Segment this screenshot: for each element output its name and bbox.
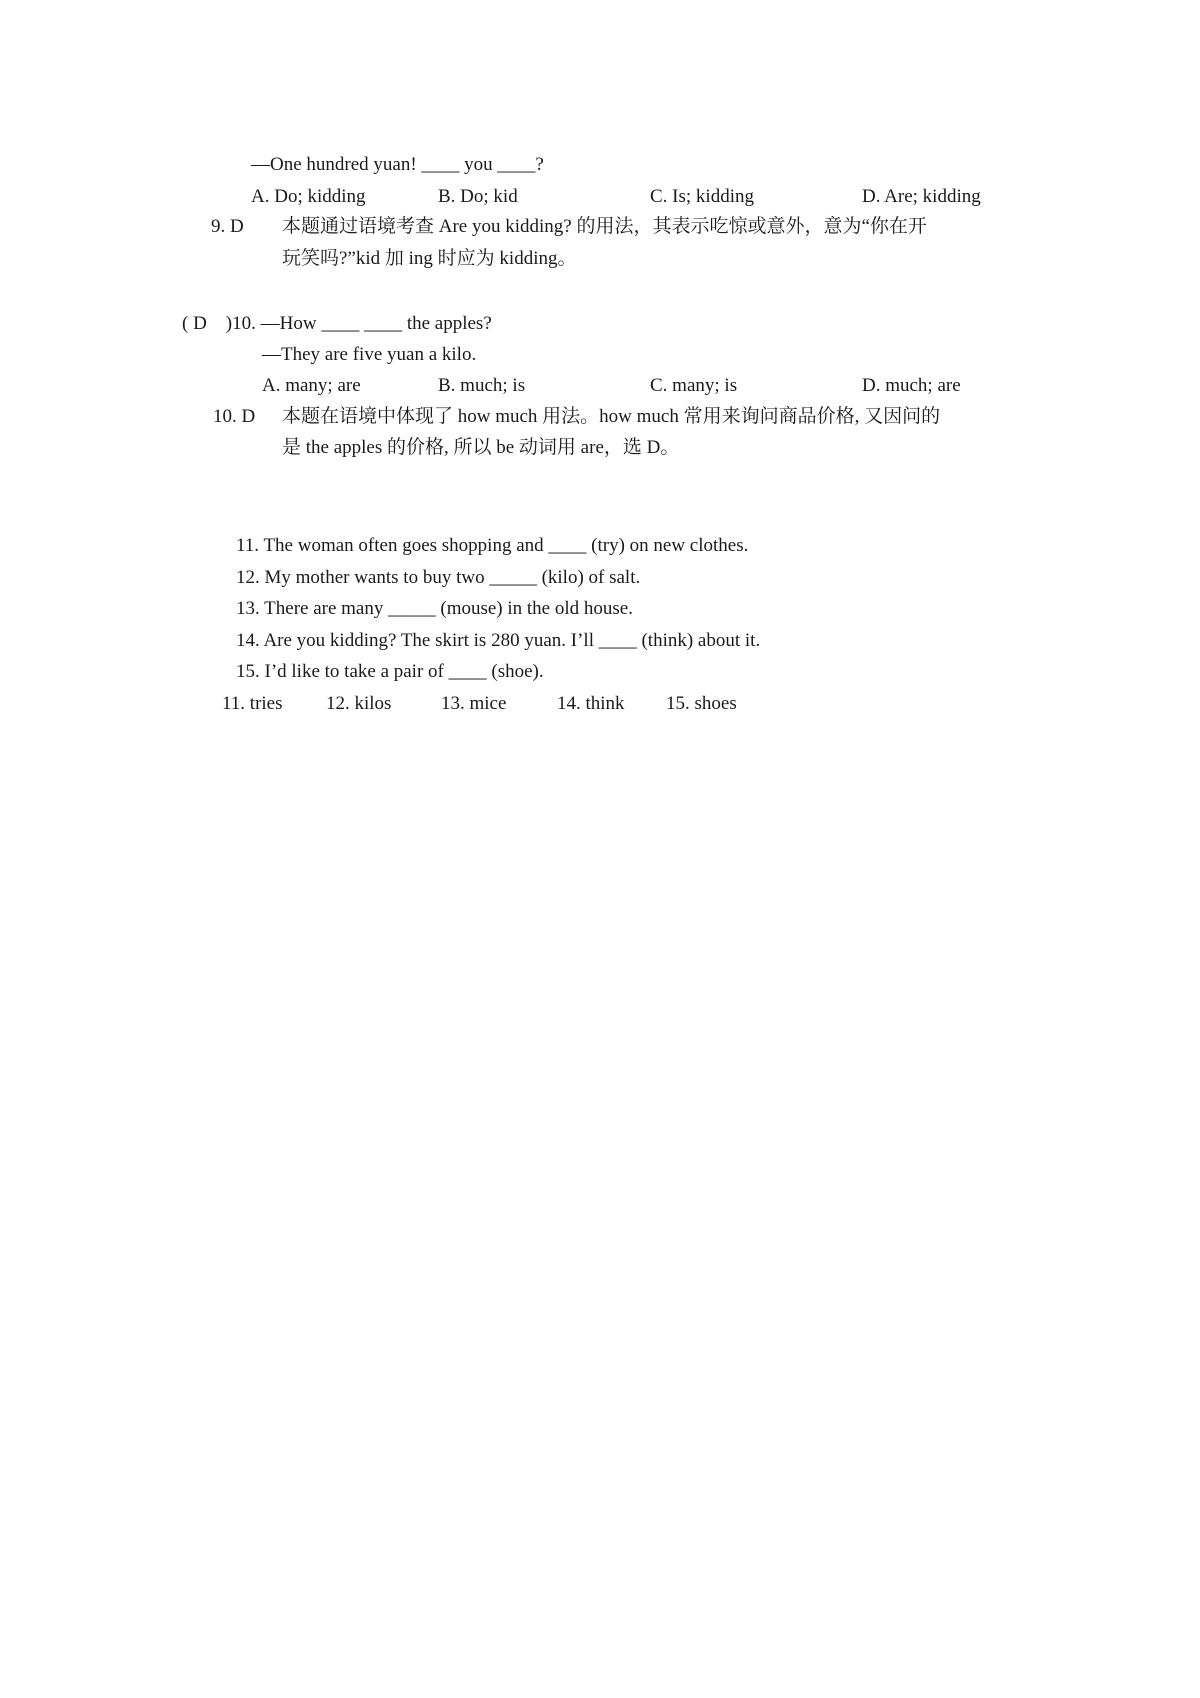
fill-in-answer-15: 15. shoes [666,693,737,714]
q10-option-b: B. much; is [438,375,526,396]
q10-option-c: C. many; is [650,375,738,396]
q9-explanation-line1: 本题通过语境考查 Are you kidding? 的用法，其表示吃惊或意外，意为“你在开 [282,216,927,237]
fill-in-answer-14: 14. think [557,693,625,714]
q10-explanation-line1: 本题在语境中体现了 how much 用法。how much 常用来询问商品价格, 又因问的 [282,406,941,427]
q9-option-a: A. Do; kidding [251,186,366,207]
q9-explanation-line2: 玩笑吗?”kid 加 ing 时应为 kidding。 [282,248,577,269]
q10-option-a: A. many; are [262,375,361,396]
fill-in-item-13: 13. There are many _____ (mouse) in the old house. [236,598,633,619]
q9-option-c: C. Is; kidding [650,186,754,207]
fill-in-item-15: 15. I’d like to take a pair of ____ (shoe). [236,661,544,682]
q9-option-b: B. Do; kid [438,186,518,207]
fill-in-answer-13: 13. mice [441,693,507,714]
q9-option-d: D. Are; kidding [862,186,981,207]
q10-question-line: ( D )10. —How ____ ____ the apples? [182,313,492,334]
fill-in-answer-12: 12. kilos [326,693,392,714]
fill-in-item-12: 12. My mother wants to buy two _____ (kilo) of salt. [236,567,641,588]
q10-option-d: D. much; are [862,375,961,396]
q9-answer-number: 9. D [211,216,244,237]
fill-in-item-11: 11. The woman often goes shopping and ____ (try) on new clothes. [236,535,749,556]
fill-in-answer-11: 11. tries [222,693,283,714]
q9-dialogue-line: —One hundred yuan! ____ you ____? [251,154,544,175]
q10-answer-number: 10. D [213,406,256,427]
fill-in-item-14: 14. Are you kidding? The skirt is 280 yuan. I’ll ____ (think) about it. [236,630,761,651]
q10-explanation-line2: 是 the apples 的价格, 所以 be 动词用 are，选 D。 [282,437,680,458]
q10-dialogue-line: —They are five yuan a kilo. [262,344,477,365]
